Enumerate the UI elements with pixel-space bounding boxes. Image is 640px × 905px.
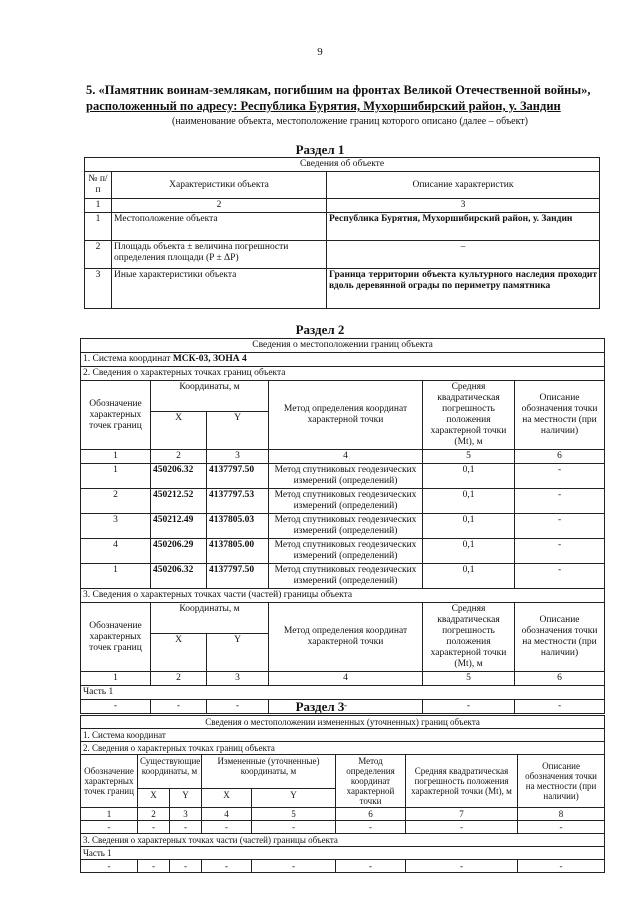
s2p-colnum: 6 xyxy=(515,672,605,686)
s2-desc: - xyxy=(515,464,605,489)
s3-colnum: 4 xyxy=(202,808,252,821)
s2-colnum: 4 xyxy=(269,450,423,464)
s2-empty-cell: - xyxy=(207,700,269,714)
s3-colnum: 3 xyxy=(170,808,202,821)
heading-line-2: расположенный по адресу: Республика Бурятия, Мухоршибирский район, у. Зандин xyxy=(86,99,561,113)
s2-mt: 0,1 xyxy=(423,489,515,514)
s2-method: Метод спутниковых геодезических измерений (определений) xyxy=(269,564,423,589)
s3-empty-cell: - xyxy=(81,821,138,834)
s3-empty-cell: - xyxy=(518,821,605,834)
s3-points-title: 2. Сведения о характерных точках границ объекта xyxy=(81,742,605,755)
s2p-header-point: Обозначение характерных точек границ xyxy=(81,603,151,672)
s2p-colnum: 1 xyxy=(81,672,151,686)
section3-table xyxy=(80,715,605,873)
s1-row-name: Местоположение объекта xyxy=(112,213,327,241)
s2-system-value: МСК-03, ЗОНА 4 xyxy=(172,354,247,364)
s2-parts-title: 3. Сведения о характерных точках части (частей) границы объекта xyxy=(81,589,605,603)
s3-header-description: Описание обозначения точки на местности (при наличии) xyxy=(518,755,605,808)
s2-colnum: 3 xyxy=(207,450,269,464)
s2-colnum: 5 xyxy=(423,450,515,464)
s2-header-point: Обозначение характерных точек границ xyxy=(81,381,151,450)
table-row xyxy=(85,241,600,269)
section3-title: Раздел 3 xyxy=(295,699,345,714)
s2p-header-y: Y xyxy=(207,634,269,672)
s2-part-label: Часть 1 xyxy=(81,686,605,700)
s3-header-method: Метод определения координат характерной точки xyxy=(336,755,406,808)
s2-x: 450206.32 xyxy=(151,564,207,589)
s2p-colnum: 3 xyxy=(207,672,269,686)
s2-point: 1 xyxy=(81,564,151,589)
s2-empty-cell: - xyxy=(151,700,207,714)
section1-title: Раздел 1 xyxy=(295,142,345,157)
section3-table-title: Сведения о местоположении измененных (уточненных) границ объекта xyxy=(81,716,605,729)
s3-empty-cell: - xyxy=(170,860,202,873)
s2p-colnum: 2 xyxy=(151,672,207,686)
s3-coordinate-system: 1. Система координат xyxy=(81,729,605,742)
s3-empty-cell: - xyxy=(81,860,138,873)
s3-header-point: Обозначение характерных точек границ xyxy=(81,755,138,808)
s3-header-x: X xyxy=(138,788,170,807)
table-row xyxy=(81,821,605,834)
s2-header-accuracy: Средняя квадратическая погрешность положения характерной точки (Mt), м xyxy=(423,381,515,450)
s2-colnum: 6 xyxy=(515,450,605,464)
heading-caption: (наименование объекта, местоположение границ которого описано (далее – объект) xyxy=(171,116,529,127)
s2p-header-x: X xyxy=(151,634,207,672)
s1-header-num: № п/п xyxy=(85,172,112,199)
s2-point: 3 xyxy=(81,514,151,539)
s2p-header-description: Описание обозначения точки на местности (при наличии) xyxy=(515,603,605,672)
s2-mt: 0,1 xyxy=(423,514,515,539)
s2-desc: - xyxy=(515,539,605,564)
s2-colnum: 2 xyxy=(151,450,207,464)
table-row xyxy=(85,269,600,309)
s3-parts-title: 3. Сведения о характерных точках части (частей) границы объекта xyxy=(81,834,605,847)
s1-row-num: 3 xyxy=(85,269,112,309)
s3-empty-cell: - xyxy=(336,821,406,834)
s2p-colnum: 4 xyxy=(269,672,423,686)
s3-empty-cell: - xyxy=(406,821,518,834)
s3-empty-cell: - xyxy=(252,860,336,873)
s3-empty-cell: - xyxy=(252,821,336,834)
s3-empty-cell: - xyxy=(202,860,252,873)
s2-x: 450212.52 xyxy=(151,489,207,514)
s2-desc: - xyxy=(515,514,605,539)
s3-header-accuracy: Средняя квадратическая погрешность положения характерной точки (Mt), м xyxy=(406,755,518,808)
s3-colnum: 2 xyxy=(138,808,170,821)
page-number: 9 xyxy=(317,46,323,58)
s3-empty-cell: - xyxy=(170,821,202,834)
s2-y: 4137805.03 xyxy=(207,514,269,539)
s3-header-changed: Измененные (уточненные) координаты, м xyxy=(202,755,336,789)
s2-point: 1 xyxy=(81,464,151,489)
s1-header-desc: Описание характеристик xyxy=(327,172,600,199)
s3-colnum: 8 xyxy=(518,808,605,821)
s2p-header-method: Метод определения координат характерной точки xyxy=(269,603,423,672)
table-row xyxy=(85,213,600,241)
s2-header-y: Y xyxy=(207,412,269,450)
s3-empty-cell: - xyxy=(138,860,170,873)
s2-coordinate-system xyxy=(81,353,605,367)
s2-points-title: 2. Сведения о характерных точках границ объекта xyxy=(81,367,605,381)
table-row xyxy=(81,539,605,564)
table-row xyxy=(81,489,605,514)
s1-colnum: 2 xyxy=(112,199,327,213)
s2-x: 450206.29 xyxy=(151,539,207,564)
s1-row-num: 2 xyxy=(85,241,112,269)
s3-empty-cell: - xyxy=(406,860,518,873)
s2-system-label: 1. Система координат xyxy=(83,354,173,364)
s2p-header-coords: Координаты, м xyxy=(151,603,269,634)
table-row xyxy=(81,514,605,539)
s2-empty-cell: - xyxy=(269,700,423,714)
s2-mt: 0,1 xyxy=(423,539,515,564)
s3-header-y: Y xyxy=(252,788,336,807)
s3-colnum: 6 xyxy=(336,808,406,821)
s2-y: 4137797.53 xyxy=(207,489,269,514)
s2p-colnum: 5 xyxy=(423,672,515,686)
s2-point: 4 xyxy=(81,539,151,564)
s1-header-name: Характеристики объекта xyxy=(112,172,327,199)
section2-table xyxy=(80,338,605,714)
section1-table-title: Сведения об объекте xyxy=(85,158,600,172)
s1-row-name: Площадь объекта ± величина погрешности определения площади (P ± ΔP) xyxy=(112,241,327,269)
s2-header-coords: Координаты, м xyxy=(151,381,269,412)
s1-row-desc: Республика Бурятия, Мухоршибирский район, у. Зандин xyxy=(327,213,600,241)
s3-colnum: 5 xyxy=(252,808,336,821)
s2-x: 450212.49 xyxy=(151,514,207,539)
section2-table-title: Сведения о местоположении границ объекта xyxy=(81,339,605,353)
object-heading xyxy=(86,82,606,114)
s1-row-name: Иные характеристики объекта xyxy=(112,269,327,309)
s2-y: 4137805.00 xyxy=(207,539,269,564)
s2-method: Метод спутниковых геодезических измерений (определений) xyxy=(269,464,423,489)
s3-part-label: Часть 1 xyxy=(81,847,605,860)
s2-point: 2 xyxy=(81,489,151,514)
s3-empty-cell: - xyxy=(336,860,406,873)
s2-empty-cell: - xyxy=(515,700,605,714)
section2-title: Раздел 2 xyxy=(295,322,345,337)
s3-empty-cell: - xyxy=(138,821,170,834)
s2-empty-cell: - xyxy=(423,700,515,714)
s2-header-x: X xyxy=(151,412,207,450)
s2p-header-accuracy: Средняя квадратическая погрешность положения характерной точки (Mt), м xyxy=(423,603,515,672)
s2-header-method: Метод определения координат характерной точки xyxy=(269,381,423,450)
s3-empty-cell: - xyxy=(202,821,252,834)
s3-header-x: X xyxy=(202,788,252,807)
s1-row-num: 1 xyxy=(85,213,112,241)
table-row xyxy=(81,464,605,489)
s3-header-y: Y xyxy=(170,788,202,807)
s2-method: Метод спутниковых геодезических измерений (определений) xyxy=(269,539,423,564)
s2-desc: - xyxy=(515,564,605,589)
s3-header-existing: Существующие координаты, м xyxy=(138,755,202,789)
s1-row-desc: – xyxy=(327,241,600,269)
s2-header-description: Описание обозначения точки на местности (при наличии) xyxy=(515,381,605,450)
s2-y: 4137797.50 xyxy=(207,464,269,489)
s2-y: 4137797.50 xyxy=(207,564,269,589)
s2-mt: 0,1 xyxy=(423,464,515,489)
s3-colnum: 1 xyxy=(81,808,138,821)
s2-method: Метод спутниковых геодезических измерений (определений) xyxy=(269,489,423,514)
table-row xyxy=(81,860,605,873)
table-row xyxy=(81,564,605,589)
section1-table xyxy=(84,157,600,309)
s1-colnum: 1 xyxy=(85,199,112,213)
s2-mt: 0,1 xyxy=(423,564,515,589)
heading-line-1: 5. «Памятник воинам-землякам, погибшим на фронтах Великой Отечественной войны», xyxy=(86,83,591,97)
s2-empty-cell: - xyxy=(81,700,151,714)
s2-colnum: 1 xyxy=(81,450,151,464)
s2-desc: - xyxy=(515,489,605,514)
s2-x: 450206.32 xyxy=(151,464,207,489)
s1-colnum: 3 xyxy=(327,199,600,213)
s3-empty-cell: - xyxy=(518,860,605,873)
s2-method: Метод спутниковых геодезических измерений (определений) xyxy=(269,514,423,539)
s1-row-desc: Граница территории объекта культурного наследия проходит вдоль деревянной ограды по периметру памятника xyxy=(327,269,600,309)
s3-colnum: 7 xyxy=(406,808,518,821)
